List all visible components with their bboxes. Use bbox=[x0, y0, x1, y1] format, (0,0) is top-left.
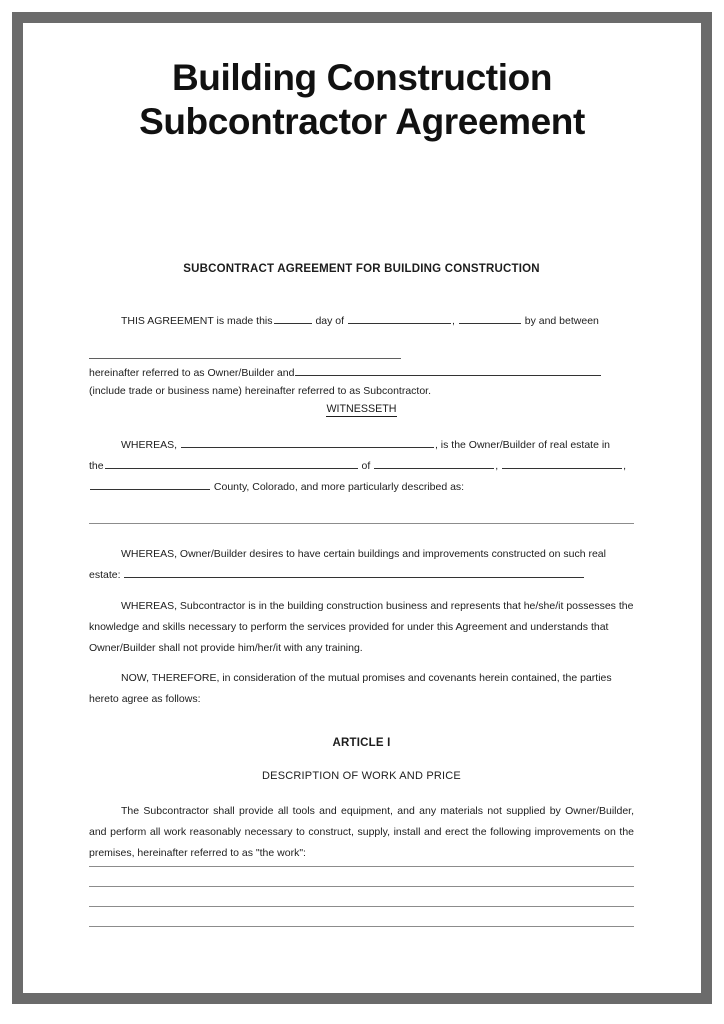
intro-owner-builder-text: hereinafter referred to as Owner/Builder and bbox=[89, 367, 295, 379]
blank-subcontractor-name[interactable] bbox=[295, 364, 601, 376]
blank-year[interactable] bbox=[459, 312, 521, 324]
document-title-line-1: Building Construction bbox=[171, 57, 553, 98]
blank-legal-description-rule[interactable] bbox=[89, 523, 634, 524]
work-description-blank-lines bbox=[89, 866, 634, 946]
blank-owner-builder-name-rule[interactable] bbox=[89, 358, 401, 359]
work-blank-line-4[interactable] bbox=[89, 926, 634, 927]
page-border-frame bbox=[12, 12, 712, 1004]
article-one-text: The Subcontractor shall provide all tools and equipment, and any materials not supplied by Owner/Builder, and perform all work reasonably necessary to construct, supply, install and erect the following improvements on the premises, hereinafter referred to as "the work": bbox=[89, 805, 634, 859]
whereas-one-line-1 bbox=[89, 435, 634, 456]
work-blank-line-2[interactable] bbox=[89, 886, 634, 887]
whereas-one-label: WHEREAS, bbox=[121, 439, 178, 451]
intro-text-a: THIS AGREEMENT is made this bbox=[121, 315, 273, 327]
whereas-one-line-2 bbox=[89, 456, 634, 477]
article-one-number: ARTICLE I bbox=[332, 737, 391, 749]
blank-day[interactable] bbox=[274, 312, 312, 324]
blank-real-estate[interactable] bbox=[124, 566, 584, 578]
blank-state[interactable] bbox=[502, 457, 622, 469]
article-one-paragraph bbox=[89, 801, 634, 864]
recital-whereas-three bbox=[89, 596, 634, 659]
whereas-three-text-wrap bbox=[89, 596, 634, 659]
work-blank-line-3[interactable] bbox=[89, 906, 634, 907]
now-therefore-paragraph bbox=[89, 668, 634, 710]
intro-agreement-block bbox=[89, 311, 634, 332]
intro-text-b: day of bbox=[315, 315, 345, 327]
whereas-one-text-of: of bbox=[361, 460, 371, 472]
now-therefore-block bbox=[89, 668, 634, 710]
whereas-one-text-b: , is the Owner/Builder of real estate in bbox=[434, 439, 611, 451]
article-one-subtitle: DESCRIPTION OF WORK AND PRICE bbox=[262, 770, 461, 782]
whereas-one-comma-2: , bbox=[623, 460, 626, 472]
whereas-one-text-county: County, Colorado, and more particularly described as: bbox=[213, 481, 465, 493]
whereas-two-text: WHEREAS, Owner/Builder desires to have certain buildings and improvements constructed on such real bbox=[121, 548, 606, 560]
intro-text-c: , bbox=[451, 315, 455, 327]
whereas-one-line-3 bbox=[89, 477, 634, 498]
work-blank-line-1[interactable] bbox=[89, 866, 634, 867]
recital-whereas-two bbox=[89, 544, 634, 586]
intro-line-3: (include trade or business name) hereinafter referred to as Subcontractor. bbox=[89, 385, 432, 397]
whereas-two-estate-label: estate: bbox=[89, 569, 121, 581]
whereas-two-line-1 bbox=[89, 544, 634, 565]
whereas-three-text: WHEREAS, Subcontractor is in the building construction business and represents that he/she/it possesses the knowledge and skills necessary to perform the services provided for under this Agreement and understands that Owner/Builder shall not provide him/her/it with any training. bbox=[89, 600, 634, 654]
section-heading-subcontract-agreement: SUBCONTRACT AGREEMENT FOR BUILDING CONSTRUCTION bbox=[183, 263, 540, 275]
blank-county[interactable] bbox=[90, 478, 210, 490]
witnesseth-heading bbox=[89, 403, 634, 415]
recital-whereas-one bbox=[89, 435, 634, 498]
blank-property-type[interactable] bbox=[105, 457, 358, 469]
now-therefore-text: NOW, THEREFORE, in consideration of the mutual promises and covenants herein contained, the parties hereto agree as follows: bbox=[89, 672, 612, 705]
intro-text-d: by and between bbox=[524, 315, 599, 327]
document-title-line-2: Subcontractor Agreement bbox=[139, 100, 585, 142]
whereas-one-text-the: the bbox=[89, 460, 104, 472]
blank-owner-builder[interactable] bbox=[181, 436, 434, 448]
blank-city[interactable] bbox=[374, 457, 494, 469]
whereas-one-comma-1: , bbox=[495, 460, 499, 472]
witnesseth-label: WITNESSETH bbox=[326, 403, 397, 415]
intro-owner-builder-block bbox=[89, 364, 634, 400]
whereas-two-line-2 bbox=[89, 565, 634, 586]
article-one-body bbox=[89, 801, 634, 864]
blank-month[interactable] bbox=[348, 312, 451, 324]
intro-line-2 bbox=[89, 364, 634, 382]
document-title bbox=[23, 23, 701, 143]
document-sheet bbox=[23, 23, 701, 993]
intro-line-1 bbox=[89, 311, 634, 332]
